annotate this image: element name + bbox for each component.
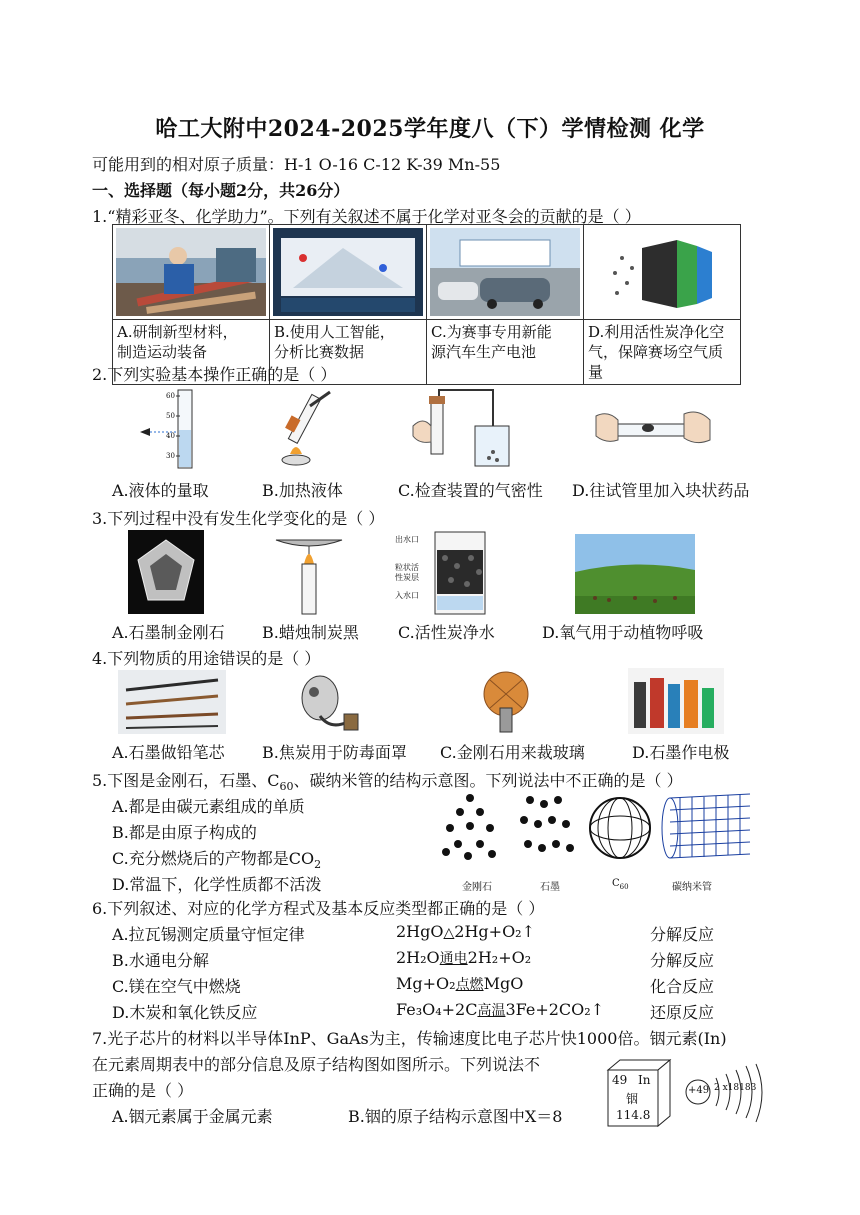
q1-image-b xyxy=(270,225,427,320)
q2-option-c: C.检查装置的气密性 xyxy=(398,481,543,500)
q7-stem-line2: 在元素周期表中的部分信息及原子结构图如图所示。下列说法不 xyxy=(92,1055,541,1074)
q1-option-b: B.使用人工智能， 分析比赛数据 xyxy=(270,320,427,385)
electron-shells: 2 x18183 xyxy=(714,1083,757,1093)
q1-option-a: A.研制新型材料， 制造运动装备 xyxy=(113,320,270,385)
q7-option-b: B.铟的原子结构示意图中X＝8 xyxy=(348,1107,563,1126)
q6-row-a-equation: 2HgO△2Hg+O₂↑ xyxy=(396,922,535,941)
airtightness-check-figure xyxy=(405,386,515,472)
graduated-cylinder-figure xyxy=(130,386,210,470)
q2-stem: 2.下列实验基本操作正确的是（ ） xyxy=(92,365,337,384)
q2-option-d: D.往试管里加入块状药品 xyxy=(572,481,750,500)
q6-row-b-desc: B.水通电分解 xyxy=(112,951,209,970)
carbon-structures-figure xyxy=(440,790,760,870)
tick-label: 30 xyxy=(166,452,175,460)
q1-image-a xyxy=(113,225,270,320)
q6-row-b-equation: 2H₂O通电2H₂+O₂ xyxy=(396,948,532,967)
q6-row-c-type: 化合反应 xyxy=(650,977,715,996)
batteries-image xyxy=(628,668,724,734)
element-name: 铟 xyxy=(626,1092,639,1106)
glass-cutter-image xyxy=(470,668,542,734)
tick-label: 40 xyxy=(166,432,175,440)
q1-option-c: C.为赛事专用新能 源汽车生产电池 xyxy=(427,320,584,385)
q2-option-a: A.液体的量取 xyxy=(112,481,209,500)
q6-stem: 6.下列叙述、对应的化学方程式及基本反应类型都正确的是（ ） xyxy=(92,899,545,918)
q3-option-c: C.活性炭净水 xyxy=(398,623,495,642)
tick-label: 50 xyxy=(166,412,175,420)
q7-stem-line1: 7.光子芯片的材料以半导体InP、GaAs为主，传输速度比电子芯片快1000倍。铟元素(In) xyxy=(92,1029,727,1048)
atomic-structure-diagram xyxy=(682,1062,766,1126)
q7-option-a: A.铟元素属于金属元素 xyxy=(112,1107,273,1126)
candle-carbon-black-figure xyxy=(272,530,346,616)
element-card xyxy=(604,1056,674,1128)
q3-option-b: B.蜡烛制炭黑 xyxy=(262,623,359,642)
diamond-image xyxy=(128,530,204,614)
page-title: 哈工大附中2024-2025学年度八（下）学情检测 化学 xyxy=(155,116,705,142)
inlet-label: 入水口 xyxy=(395,591,419,600)
q1-image-c xyxy=(427,225,584,320)
section-heading: 一、选择题（每小题2分，共26分） xyxy=(92,181,350,200)
q6-row-c-desc: C.镁在空气中燃烧 xyxy=(112,977,241,996)
q1-option-d: D.利用活性炭净化空 气，保障赛场空气质量 xyxy=(584,320,741,385)
test-tube-solid-figure xyxy=(588,400,718,460)
atomic-mass: 114.8 xyxy=(616,1108,651,1122)
q5-option-a: A.都是由碳元素组成的单质 xyxy=(112,797,305,816)
ai-screen-image xyxy=(273,228,423,316)
atomic-masses-note: 可能用到的相对原子质量：H-1 O-16 C-12 K-39 Mn-55 xyxy=(92,155,501,174)
graphite-label: 石墨 xyxy=(540,882,560,893)
q6-row-b-type: 分解反应 xyxy=(650,951,715,970)
q1-stem: 1.“精彩亚冬、化学助力”。下列有关叙述不属于化学对亚冬会的贡献的是（ ） xyxy=(92,207,641,226)
nucleus-charge: +49 xyxy=(688,1085,710,1096)
q5-option-c: C.充分燃烧后的产物都是$CO_2$ xyxy=(112,849,322,872)
element-symbol: In xyxy=(638,1073,651,1087)
q3-option-a: A.石墨制金刚石 xyxy=(112,623,225,642)
q5-stem: 5.下图是金刚石，石墨、$C_{60}$、碳纳米管的结构示意图。下列说法中不正确的是（ ） xyxy=(92,771,683,794)
q6-row-d-equation: Fe₃O₄+2C高温3Fe+2CO₂↑ xyxy=(396,1000,605,1019)
q6-row-d-type: 还原反应 xyxy=(650,1003,715,1022)
atomic-number: 49 xyxy=(612,1073,628,1087)
pencils-image xyxy=(118,670,226,734)
q4-option-a: A.石墨做铅笔芯 xyxy=(112,743,225,762)
q6-row-a-desc: A.拉瓦锡测定质量守恒定律 xyxy=(112,925,305,944)
q5-option-d: D.常温下，化学性质都不活泼 xyxy=(112,875,322,894)
q1-image-d xyxy=(584,225,741,320)
q4-stem: 4.下列物质的用途错误的是（ ） xyxy=(92,649,321,668)
q2-option-b: B.加热液体 xyxy=(262,481,343,500)
heating-liquid-figure xyxy=(270,388,350,472)
q3-stem: 3.下列过程中没有发生化学变化的是（ ） xyxy=(92,509,385,528)
gas-mask-image xyxy=(290,670,365,734)
q3-option-d: D.氧气用于动植物呼吸 xyxy=(542,623,704,642)
q4-option-c: C.金刚石用来裁玻璃 xyxy=(440,743,585,762)
q4-option-d: D.石墨作电极 xyxy=(632,743,730,762)
grassland-image xyxy=(575,534,695,614)
q5-option-b: B.都是由原子构成的 xyxy=(112,823,257,842)
diamond-label: 金刚石 xyxy=(462,882,492,893)
factory-worker-image xyxy=(116,228,266,316)
q6-row-a-type: 分解反应 xyxy=(650,925,715,944)
q4-option-b: B.焦炭用于防毒面罩 xyxy=(262,743,407,762)
activated-carbon-filter-figure xyxy=(395,528,490,618)
nanotube-label: 碳纳米管 xyxy=(672,882,712,893)
q1-option-table xyxy=(112,224,741,385)
c60-label: $C_{60}$ xyxy=(612,878,629,891)
carbon-layer-label-2: 性炭层 xyxy=(395,573,419,582)
tick-label: 60 xyxy=(166,392,175,400)
outlet-label: 出水口 xyxy=(395,535,419,544)
q6-row-d-desc: D.木炭和氧化铁反应 xyxy=(112,1003,258,1022)
q6-row-c-equation: Mg+O₂点燃MgO xyxy=(396,974,524,993)
electric-car-image xyxy=(430,228,580,316)
carbon-layer-label: 粒状活 xyxy=(395,563,419,572)
q7-stem-line3: 正确的是（ ） xyxy=(92,1081,194,1100)
air-purifier-image xyxy=(587,228,737,316)
